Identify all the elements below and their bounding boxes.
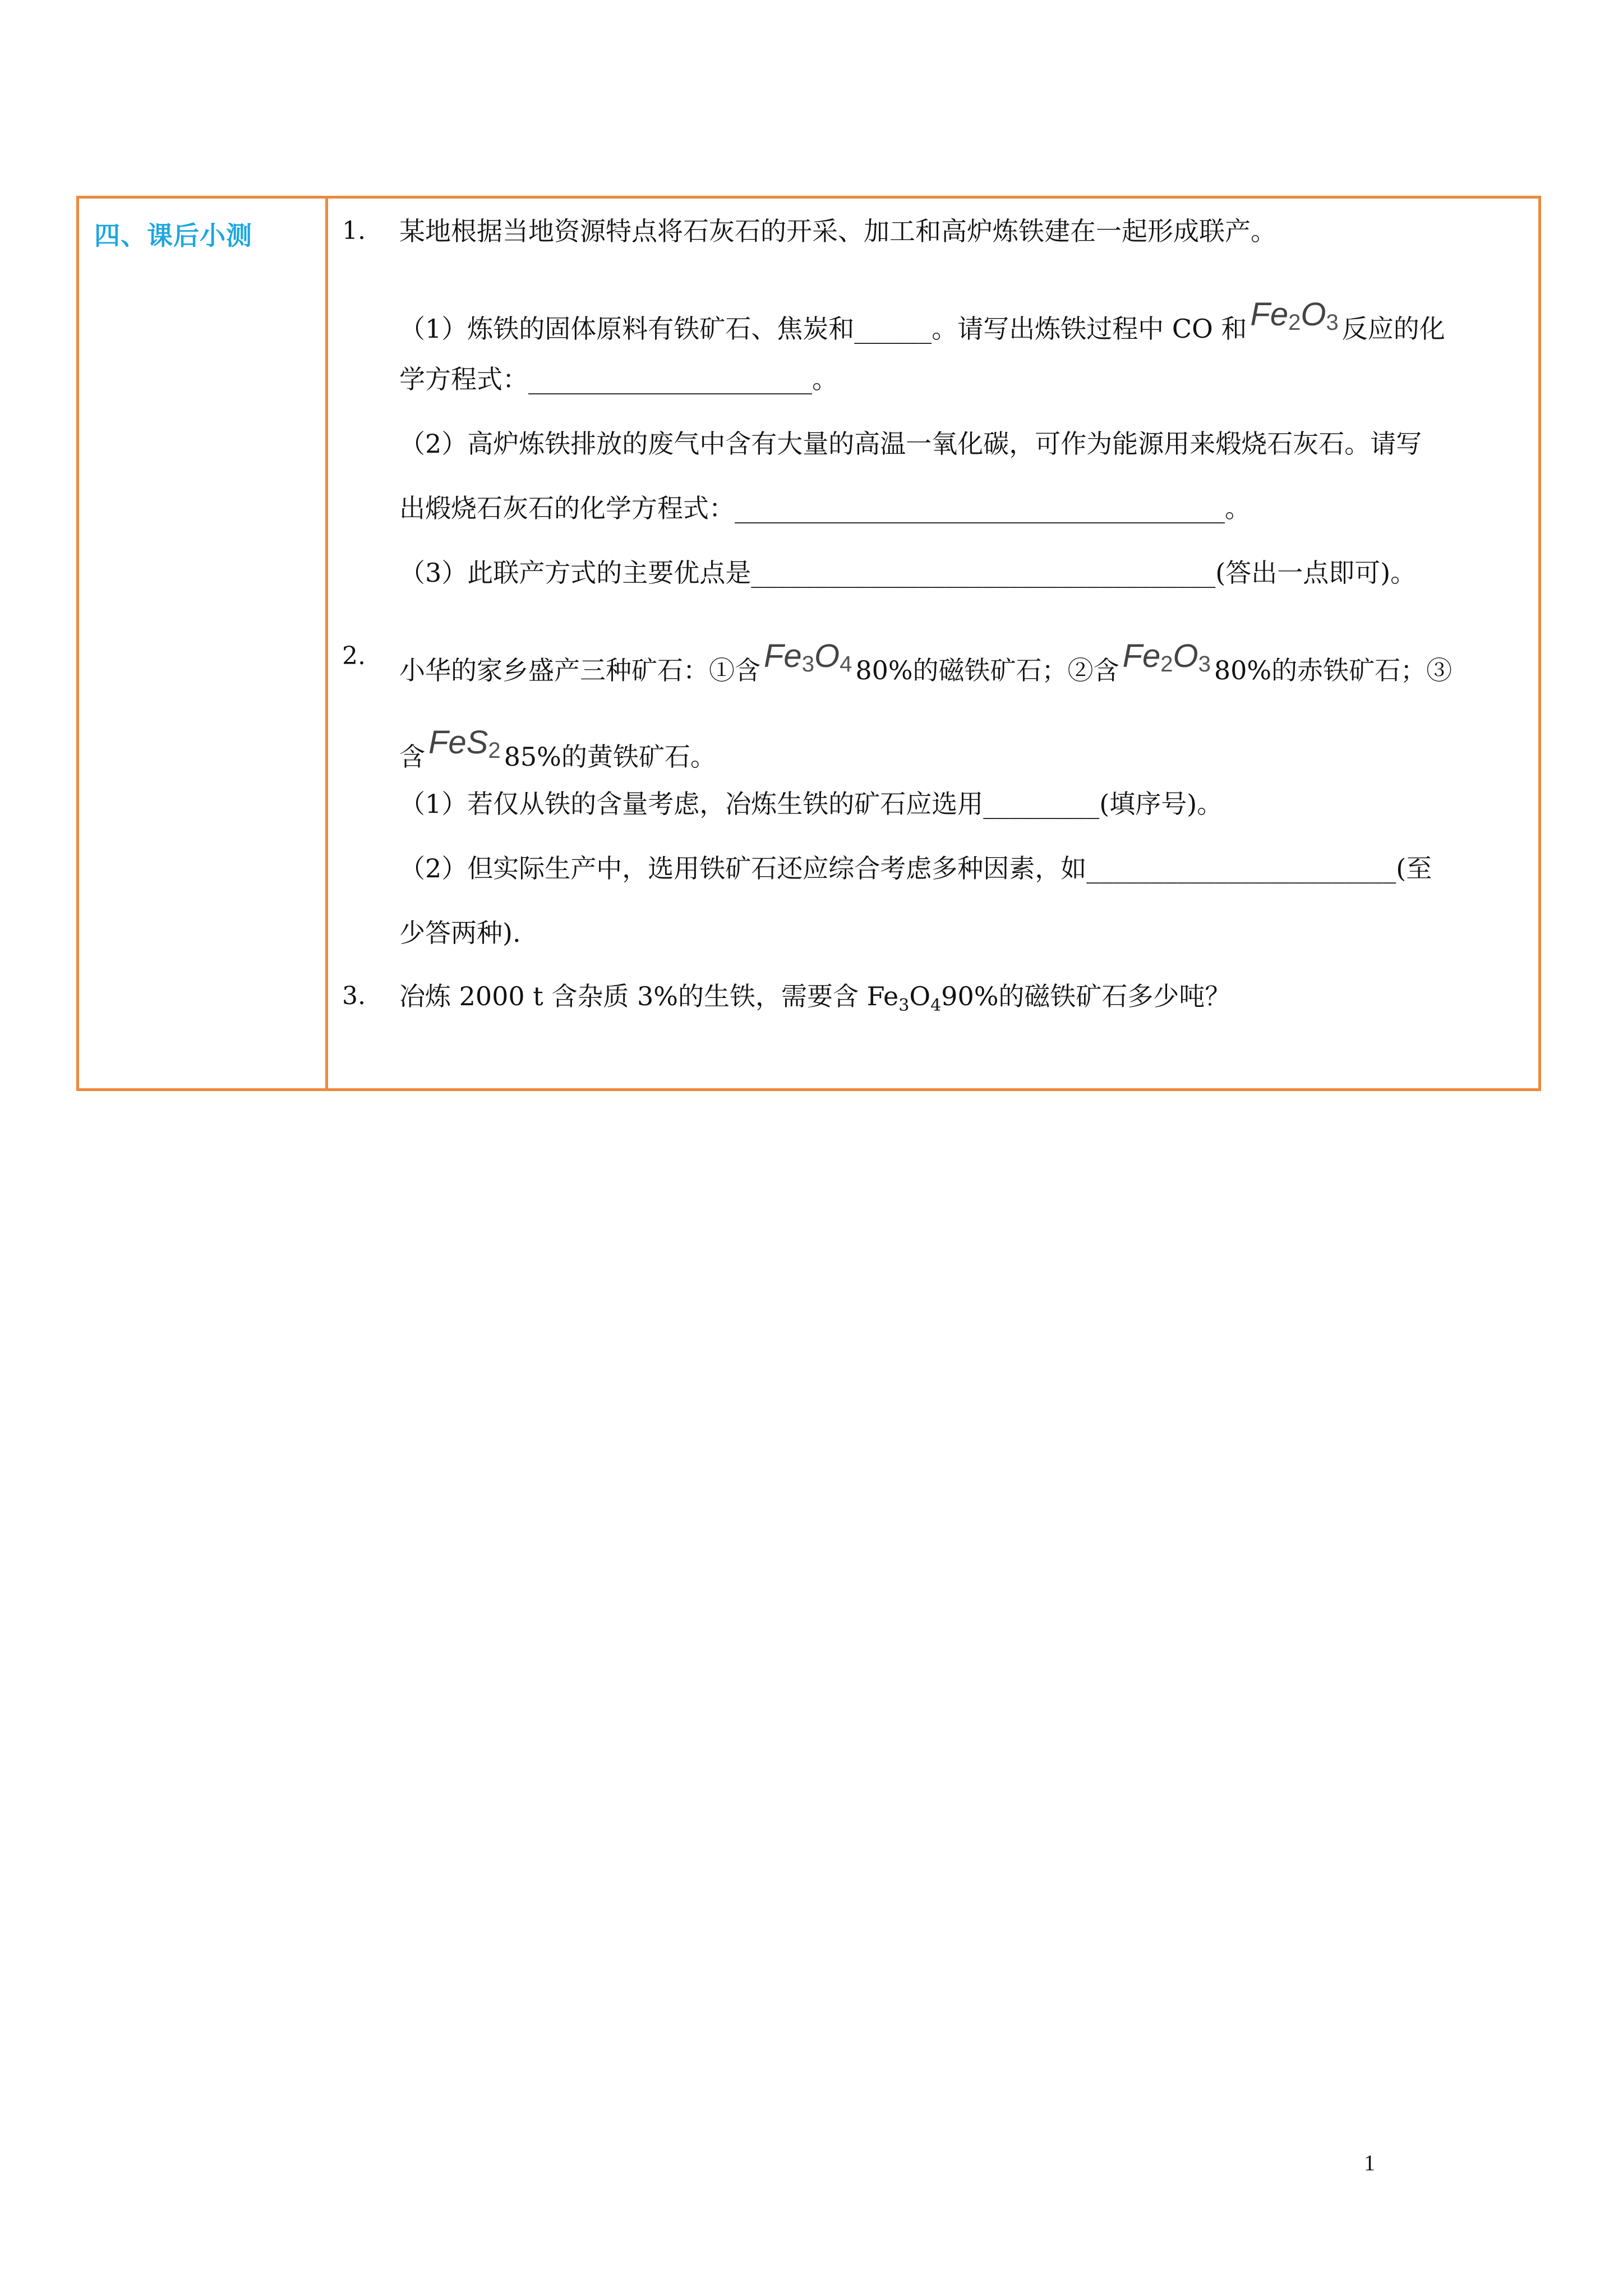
fes2-formula: FeS$_2$ bbox=[428, 724, 501, 763]
q2-stem-line2: 含 FeS$_2$ 85%的黄铁矿石。 bbox=[399, 724, 716, 772]
q2-part2-line1: （2）但实际生产中，选用铁矿石还应综合考虑多种因素，如________________________(至 bbox=[399, 853, 1432, 884]
fe2o3-formula: $Fe_2O_3$ bbox=[1250, 296, 1339, 335]
q2-number: 2. bbox=[342, 642, 366, 670]
section-title: 四、课后小测 bbox=[94, 220, 252, 251]
q3-number: 3. bbox=[342, 982, 366, 1010]
q2-part2-line2: 少答两种). bbox=[399, 918, 521, 948]
q1-part1-line2: 学方程式：______________________。 bbox=[399, 364, 838, 394]
q1-part3: （3）此联产方式的主要优点是____________________________________(答出一点即可)。 bbox=[399, 558, 1417, 588]
table-column-divider bbox=[325, 196, 328, 1091]
fe2o3-formula-2: $Fe_2O_3$ bbox=[1122, 638, 1211, 677]
page-number: 1 bbox=[1364, 2150, 1375, 2175]
q1-number: 1. bbox=[342, 217, 366, 245]
fe3o4-formula: $Fe_3O_4$ bbox=[764, 638, 852, 677]
q1-part1-text-a: （1）炼铁的固体原料有铁矿石、焦炭和______。请写出炼铁过程中 CO 和 bbox=[399, 314, 1247, 344]
q1-part1-text-b: 反应的化 bbox=[1341, 314, 1445, 344]
q2-stem-line1: 小华的家乡盛产三种矿石：①含 $Fe_3O_4$ 80%的磁铁矿石；②含 $Fe_2O_3$ 80%的赤铁矿石；③ bbox=[399, 638, 1453, 685]
q3-text: 冶炼 2000 t 含杂质 3%的生铁，需要含 $Fe_3O_490\%$的磁铁矿石多少吨？ bbox=[399, 981, 1231, 1016]
q2-part1: （1）若仅从铁的含量考虑，冶炼生铁的矿石应选用_________(填序号)。 bbox=[399, 789, 1223, 819]
q1-part2-line1: （2）高炉炼铁排放的废气中含有大量的高温一氧化碳，可作为能源用来煅烧石灰石。请写 bbox=[399, 429, 1422, 459]
q1-part2-line2: 出煅烧石灰石的化学方程式：______________________________________。 bbox=[399, 493, 1251, 523]
q1-stem: 某地根据当地资源特点将石灰石的开采、加工和高炉炼铁建在一起形成联产。 bbox=[399, 216, 1276, 246]
q1-part1-line1 bbox=[399, 296, 1445, 344]
